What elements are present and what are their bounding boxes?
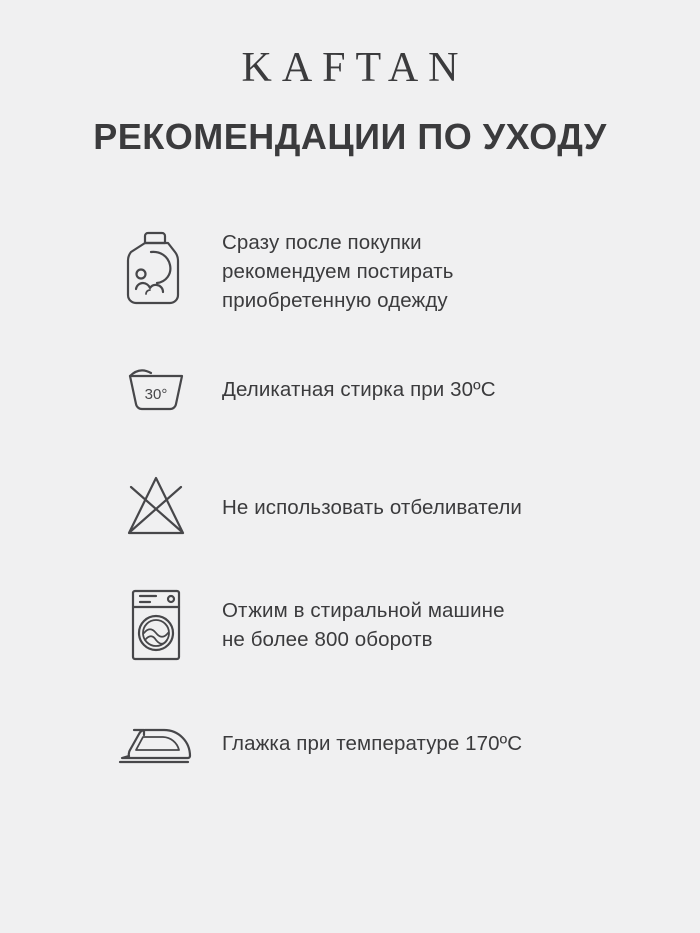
list-item-text xyxy=(222,375,496,404)
list-item-line: не более 800 оборотв xyxy=(222,628,433,651)
list-item-line: Отжим в стиральной машине xyxy=(222,599,505,622)
hand-wash-basin-icon xyxy=(90,354,222,424)
list-item-line: приобретенную одежду xyxy=(222,288,448,312)
list-item xyxy=(90,330,610,448)
list-item-line: Деликатная стирка при 30ºС xyxy=(222,377,496,401)
list-item-line: Сразу после покупки xyxy=(222,230,422,254)
list-item-text xyxy=(222,228,454,315)
list-item xyxy=(90,212,610,330)
list-item-line: Глажка при температуре 170ºС xyxy=(222,731,523,755)
list-item xyxy=(90,566,610,684)
list-item-text xyxy=(222,596,505,654)
list-item-line: Не использовать отбеливатели xyxy=(222,495,522,519)
washing-machine-icon xyxy=(90,581,222,669)
list-item xyxy=(90,448,610,566)
list-item-text xyxy=(222,729,522,758)
list-item-text xyxy=(222,493,522,522)
list-item-line: рекомендуем постирать xyxy=(222,259,454,283)
iron-icon xyxy=(90,710,222,776)
list-item xyxy=(90,684,610,802)
wash-temperature-label: 30° xyxy=(144,386,168,403)
no-bleach-triangle-icon xyxy=(90,469,222,545)
brand-logo: KAFTAN xyxy=(241,45,469,91)
page-title: РЕКОМЕНДАЦИИ ПО УХОДУ xyxy=(93,116,607,157)
detergent-bottle-icon xyxy=(90,225,222,317)
care-instruction-list xyxy=(90,212,610,802)
